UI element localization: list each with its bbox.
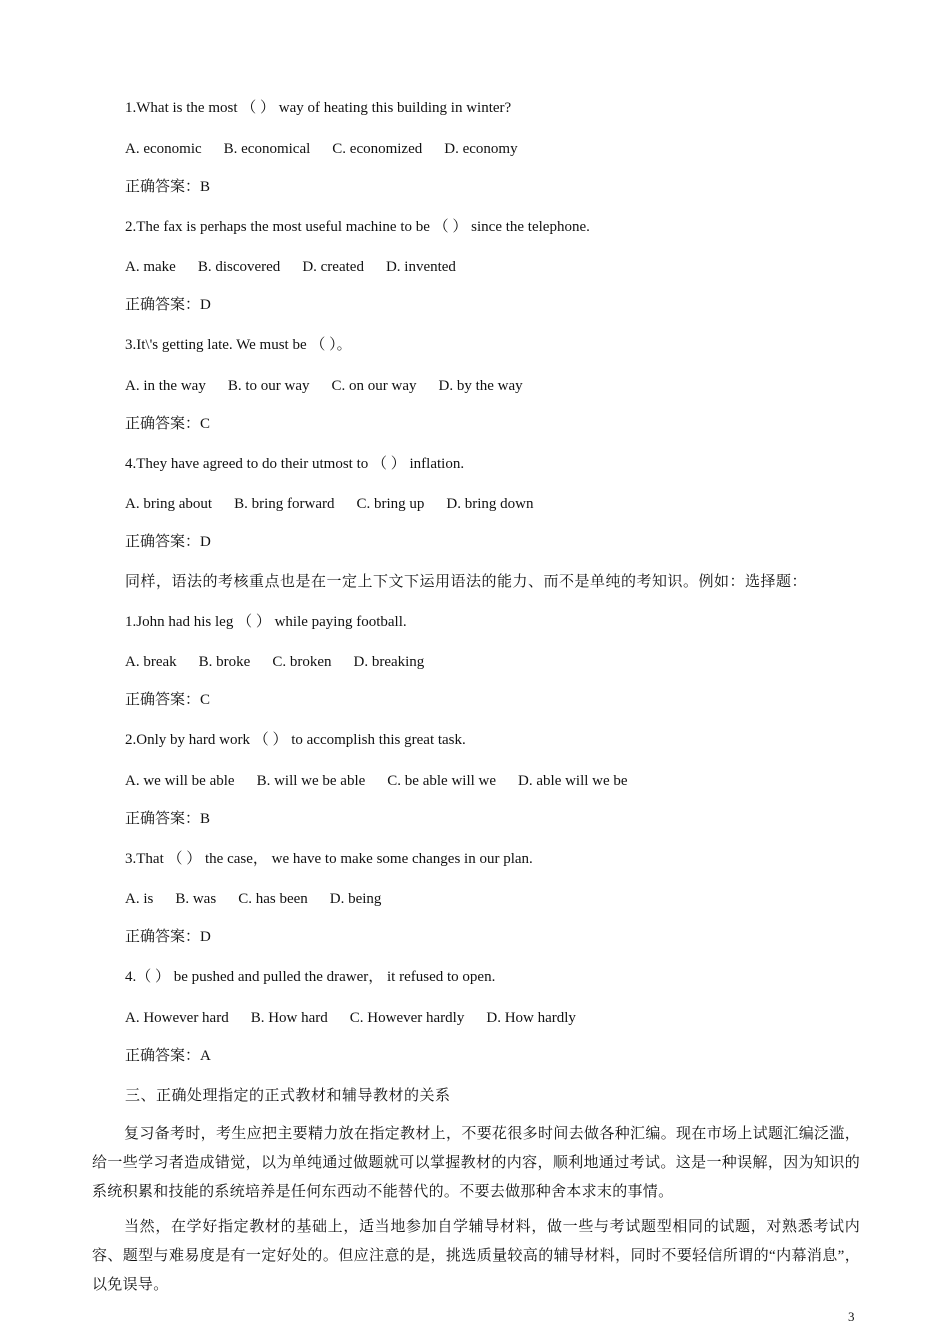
option-b: B. discovered [197, 259, 281, 275]
answer-7: 正确答案：D [125, 929, 211, 945]
option-a: A. economic [125, 141, 202, 157]
option-b: B. will we be able [256, 773, 366, 789]
option-a: A. in the way [125, 378, 206, 394]
option-b: B. broke [198, 654, 251, 670]
question-4: 4.They have agreed to do their utmost to （ ） inflation. [125, 456, 465, 472]
option-d: D. by the way [438, 378, 523, 394]
option-c: C. broken [272, 654, 332, 670]
option-c: C. be able will we [387, 773, 497, 789]
paragraph-2: 当然，在学好指定教材的基础上，适当地参加自学辅导材料，做一些与考试题型相同的试题，对熟悉考试内容、题型与难易度是有一定好处的。但应注意的是，挑选质量较高的辅导材料，同时不要轻信所谓的“内幕消息”，以免误导。 [92, 1219, 860, 1293]
section-heading: 三、正确处理指定的正式教材和辅导教材的关系 [125, 1088, 451, 1104]
options-4 [125, 494, 555, 514]
answer-3: 正确答案：C [125, 416, 211, 432]
options-3 [125, 376, 545, 396]
option-d: D. invented [385, 259, 456, 275]
option-b: B. to our way [227, 378, 310, 394]
answer-5: 正确答案：C [125, 692, 211, 708]
option-a: A. is [125, 891, 154, 907]
option-a: A. we will be able [125, 773, 235, 789]
option-b: B. How hard [250, 1010, 328, 1026]
page-number: 3 [848, 1309, 855, 1324]
options-5 [125, 652, 446, 672]
option-d: D. able will we be [518, 773, 628, 789]
question-3: 3.It\'s getting late. We must be （ ）。 [125, 337, 352, 353]
answer-6: 正确答案：B [125, 811, 211, 827]
options-2 [125, 257, 478, 277]
question-7: 3.That （ ） the case， we have to make some changes in our plan. [125, 851, 533, 867]
option-b: B. bring forward [234, 496, 335, 512]
option-d: D. How hardly [486, 1010, 576, 1026]
options-6 [125, 771, 650, 791]
question-8: 4.（ ） be pushed and pulled the drawer， it refused to open. [125, 969, 496, 985]
option-a: A. break [125, 654, 177, 670]
option-c: C. on our way [331, 378, 417, 394]
options-1 [125, 139, 540, 159]
grammar-intro: 同样，语法的考核重点也是在一定上下文下运用语法的能力、而不是单纯的考知识。例如：选择题： [125, 574, 808, 590]
question-2: 2.The fax is perhaps the most useful machine to be （ ） since the telephone. [125, 219, 590, 235]
option-c: D. created [302, 259, 364, 275]
option-d: D. bring down [446, 496, 534, 512]
option-b: B. economical [223, 141, 311, 157]
answer-2: 正确答案：D [125, 297, 211, 313]
option-b: B. was [175, 891, 217, 907]
option-d: D. economy [444, 141, 518, 157]
paragraph-1: 复习备考时，考生应把主要精力放在指定教材上，不要花很多时间去做各种汇编。现在市场上试题汇编泛滥，给一些学习者造成错觉，以为单纯通过做题就可以掌握教材的内容，顺利地通过考试。这是一种误解，因为知识的系统积累和技能的系统培养是任何东西动不能替代的。不要去做那种舍本求末的事情。 [92, 1126, 860, 1200]
option-c: C. bring up [356, 496, 425, 512]
answer-8: 正确答案：A [125, 1048, 211, 1064]
question-1: 1.What is the most （ ） way of heating this building in winter? [125, 100, 512, 116]
question-6: 2.Only by hard work （ ） to accomplish this great task. [125, 732, 466, 748]
question-5: 1.John had his leg （ ） while paying football. [125, 614, 407, 630]
option-a: A. However hard [125, 1010, 229, 1026]
option-c: C. has been [238, 891, 308, 907]
answer-4: 正确答案：D [125, 534, 211, 550]
option-a: A. bring about [125, 496, 213, 512]
options-8 [125, 1008, 598, 1028]
option-d: D. being [329, 891, 382, 907]
option-a: A. make [125, 259, 176, 275]
option-c: C. economized [332, 141, 423, 157]
option-d: D. breaking [353, 654, 425, 670]
answer-1: 正确答案：B [125, 179, 211, 195]
option-c: C. However hardly [349, 1010, 465, 1026]
options-7 [125, 889, 403, 909]
